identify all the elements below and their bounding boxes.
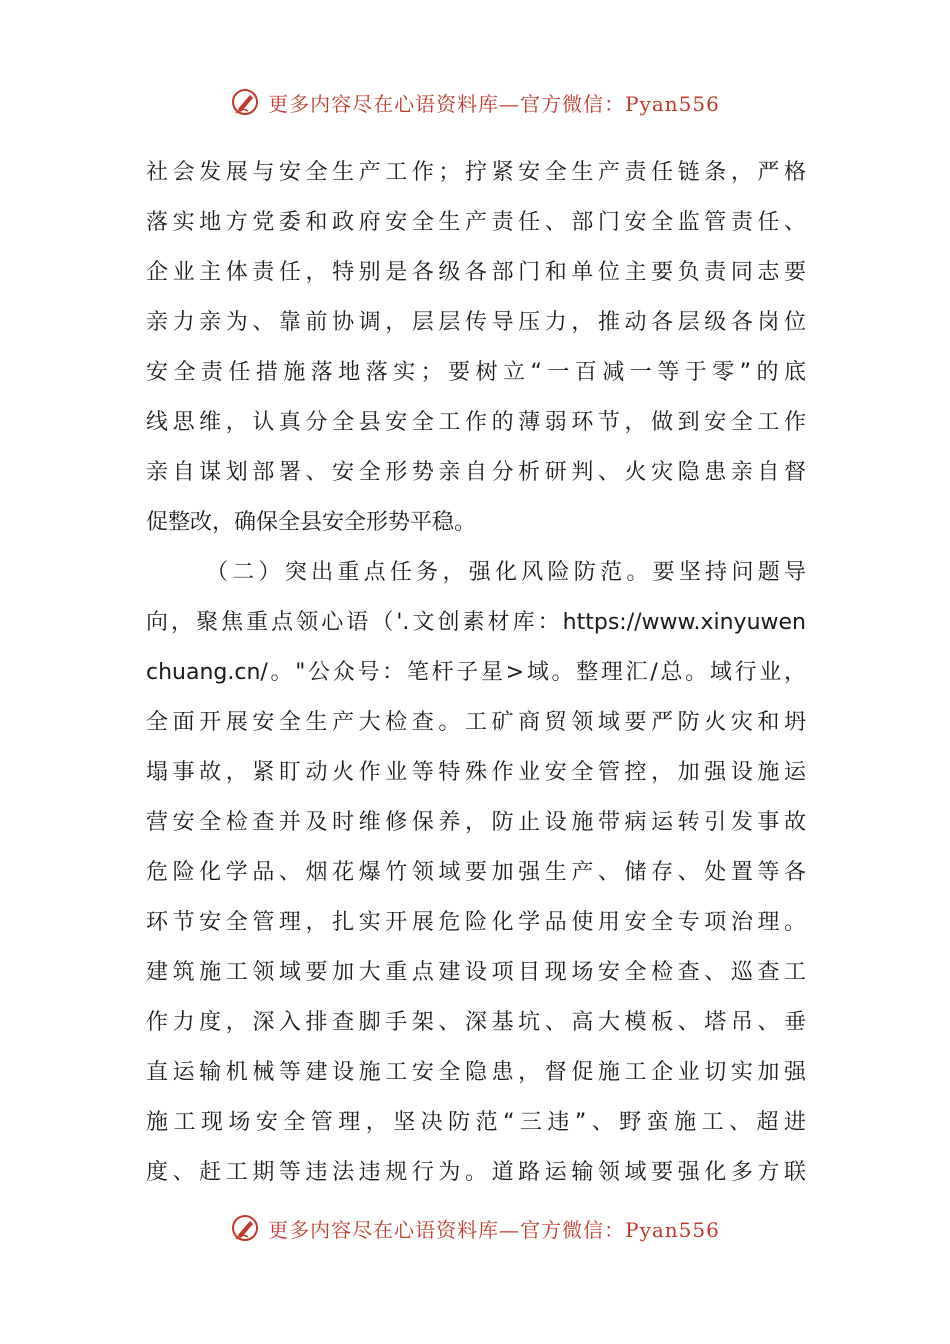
text-line: 施工现场安全管理，坚决防范“三违”、野蛮施工、超进 — [146, 1110, 806, 1135]
footer-banner — [0, 1208, 950, 1248]
text-line: chuang.cn/。"公众号：笔杆子星>域。整理汇/总。域行业， — [146, 660, 806, 685]
text-line: 落实地方党委和政府安全生产责任、部门安全监管责任、 — [146, 210, 806, 235]
text-line: 直运输机械等建设施工安全隐患，督促施工企业切实加强 — [146, 1060, 806, 1085]
text-line: 促整改，确保全县安全形势平稳。 — [146, 510, 477, 535]
text-line: 营安全检查并及时维修保养，防止设施带病运转引发事故 — [146, 810, 806, 835]
text-line: 环节安全管理，扎实开展危险化学品使用安全专项治理。 — [146, 910, 806, 935]
text-line: 度、赶工期等违法违规行为。道路运输领域要强化多方联 — [146, 1160, 806, 1185]
header-banner — [0, 82, 950, 122]
text-line: 社会发展与安全生产工作；拧紧安全生产责任链条，严格 — [146, 160, 806, 185]
text-line: 全面开展安全生产大检查。工矿商贸领域要严防火灾和坍 — [146, 710, 806, 735]
pen-logo-icon — [230, 87, 260, 117]
text-line: 线思维，认真分全县安全工作的薄弱环节，做到安全工作 — [146, 410, 806, 435]
footer-banner-text: 更多内容尽在心语资料库—官方微信：Pyan556 — [268, 1217, 720, 1242]
text-line: 作力度，深入排查脚手架、深基坑、高大模板、塔吊、垂 — [146, 1010, 806, 1035]
text-line: 安全责任措施落地落实；要树立“一百减一等于零”的底 — [146, 360, 806, 385]
header-banner-text: 更多内容尽在心语资料库—官方微信：Pyan556 — [268, 91, 720, 116]
text-line: 危险化学品、烟花爆竹领域要加强生产、储存、处置等各 — [146, 860, 806, 885]
text-line: 企业主体责任，特别是各级各部门和单位主要负责同志要 — [146, 260, 806, 285]
text-line: 亲力亲为、靠前协调，层层传导压力，推动各层级各岗位 — [146, 310, 806, 335]
text-line: 建筑施工领域要加大重点建设项目现场安全检查、巡查工 — [146, 960, 806, 985]
text-line: 塌事故，紧盯动火作业等特殊作业安全管控，加强设施运 — [146, 760, 806, 785]
text-line: 亲自谋划部署、安全形势亲自分析研判、火灾隐患亲自督 — [146, 460, 806, 485]
document-body — [146, 148, 806, 1198]
section-heading-line: （二）突出重点任务，强化风险防范。要坚持问题导 — [206, 560, 806, 585]
pen-logo-icon — [230, 1213, 260, 1243]
text-line: 向，聚焦重点领心语（'.文创素材库：https://www.xinyuwen — [146, 610, 806, 635]
